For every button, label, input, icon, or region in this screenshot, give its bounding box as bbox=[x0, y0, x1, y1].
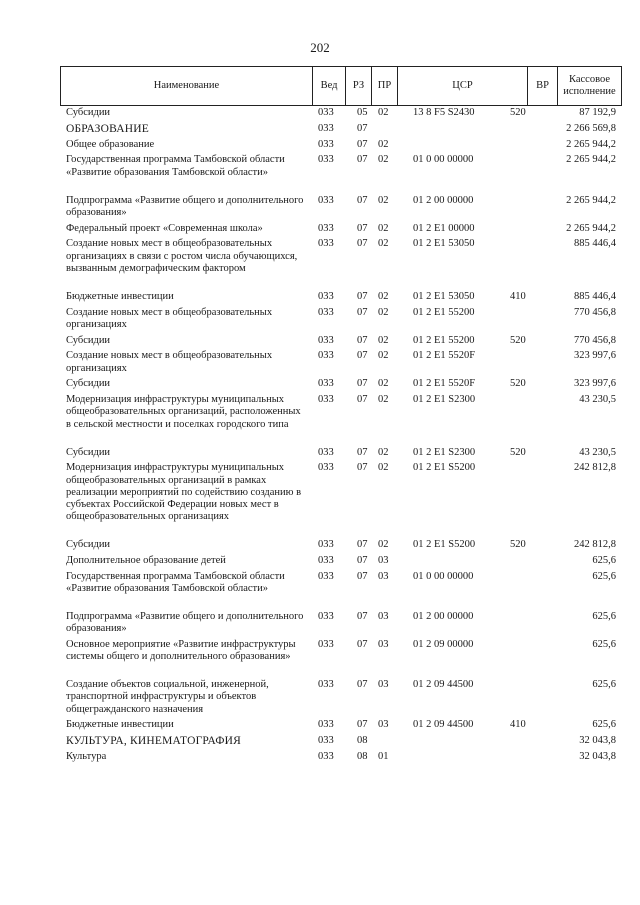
cell-ved: 033 bbox=[318, 610, 334, 622]
table-header bbox=[60, 66, 622, 106]
cell-csr: 01 2 09 00000 bbox=[413, 638, 474, 650]
table-row bbox=[60, 679, 622, 719]
cell-pr: 02 bbox=[378, 107, 389, 118]
cell-sum: 242 812,8 bbox=[574, 462, 616, 474]
cell-rz: 07 bbox=[357, 238, 368, 250]
cell-rz: 07 bbox=[357, 719, 368, 731]
cell-csr: 01 2 00 00000 bbox=[413, 610, 474, 622]
header-rz: РЗ bbox=[346, 67, 372, 105]
cell-sum: 87 192,9 bbox=[579, 107, 616, 118]
table-row bbox=[60, 350, 622, 378]
cell-rz: 07 bbox=[357, 462, 368, 474]
cell-name: Создание новых мест в общеобразовательных организациях в связи с ростом числа обучающихся, вызванным демографическим фактором bbox=[66, 238, 298, 274]
cell-sum: 625,6 bbox=[592, 570, 616, 582]
cell-csr: 01 2 E1 55200 bbox=[413, 306, 475, 318]
cell-rz: 07 bbox=[357, 334, 368, 346]
cell-sum: 43 230,5 bbox=[579, 446, 616, 458]
cell-rz: 07 bbox=[357, 138, 368, 150]
cell-ved: 033 bbox=[318, 107, 334, 118]
cell-vr: 410 bbox=[510, 719, 526, 731]
cell-sum: 770 456,8 bbox=[574, 334, 616, 346]
cell-ved: 033 bbox=[318, 154, 334, 166]
cell-ved: 033 bbox=[318, 138, 334, 150]
table-row bbox=[60, 462, 622, 539]
cell-rz: 07 bbox=[357, 554, 368, 566]
cell-sum: 625,6 bbox=[592, 719, 616, 731]
cell-pr: 02 bbox=[378, 394, 389, 406]
cell-vr: 520 bbox=[510, 334, 526, 346]
cell-rz: 07 bbox=[357, 122, 368, 134]
cell-pr: 02 bbox=[378, 138, 389, 150]
header-name: Наименование bbox=[61, 67, 313, 105]
cell-pr: 02 bbox=[378, 539, 389, 551]
cell-pr: 02 bbox=[378, 306, 389, 318]
cell-ved: 033 bbox=[318, 570, 334, 582]
cell-name: Субсидии bbox=[66, 446, 111, 458]
cell-sum: 2 266 569,8 bbox=[566, 122, 616, 134]
cell-ved: 033 bbox=[318, 394, 334, 406]
cell-ved: 033 bbox=[318, 446, 334, 458]
cell-name: Создание новых мест в общеобразовательных организациях bbox=[66, 306, 273, 330]
cell-sum: 625,6 bbox=[592, 610, 616, 622]
cell-csr: 01 2 E1 55200 bbox=[413, 334, 475, 346]
table-row bbox=[60, 238, 622, 290]
cell-ved: 033 bbox=[318, 462, 334, 474]
table-body bbox=[60, 107, 622, 767]
cell-pr: 02 bbox=[378, 378, 389, 390]
cell-rz: 08 bbox=[357, 750, 368, 762]
cell-pr: 02 bbox=[378, 462, 389, 474]
cell-rz: 07 bbox=[357, 350, 368, 362]
header-sum: Кассовое исполнение bbox=[563, 73, 616, 97]
cell-pr: 02 bbox=[378, 446, 389, 458]
cell-sum: 2 265 944,2 bbox=[566, 194, 616, 206]
cell-sum: 323 997,6 bbox=[574, 378, 616, 390]
cell-pr: 02 bbox=[378, 290, 389, 302]
cell-sum: 32 043,8 bbox=[579, 735, 616, 747]
cell-ved: 033 bbox=[318, 334, 334, 346]
cell-rz: 07 bbox=[357, 679, 368, 691]
table-row bbox=[60, 291, 622, 307]
cell-ved: 033 bbox=[318, 194, 334, 206]
cell-csr: 01 2 E1 5520F bbox=[413, 378, 476, 390]
table-row bbox=[60, 195, 622, 223]
cell-name: Бюджетные инвестиции bbox=[66, 719, 174, 731]
cell-name: Государственная программа Тамбовской области «Развитие образования Тамбовской области» bbox=[66, 570, 285, 594]
cell-name: Федеральный проект «Современная школа» bbox=[66, 222, 263, 234]
cell-ved: 033 bbox=[318, 719, 334, 731]
cell-sum: 885 446,4 bbox=[574, 238, 616, 250]
cell-ved: 033 bbox=[318, 378, 334, 390]
cell-name: Подпрограмма «Развитие общего и дополнительного образования» bbox=[66, 610, 304, 635]
cell-name: Государственная программа Тамбовской области «Развитие образования Тамбовской области» bbox=[66, 154, 285, 178]
cell-csr: 01 0 00 00000 bbox=[413, 154, 474, 166]
table-row bbox=[60, 539, 622, 555]
cell-name: Субсидии bbox=[66, 334, 111, 346]
cell-pr: 03 bbox=[378, 679, 389, 691]
table-row bbox=[60, 335, 622, 351]
cell-csr: 01 2 E1 S5200 bbox=[413, 462, 476, 474]
cell-name: ОБРАЗОВАНИЕ bbox=[66, 122, 150, 135]
table-row bbox=[60, 139, 622, 155]
cell-sum: 770 456,8 bbox=[574, 306, 616, 318]
cell-sum: 625,6 bbox=[592, 638, 616, 650]
cell-pr: 02 bbox=[378, 238, 389, 250]
cell-rz: 07 bbox=[357, 539, 368, 551]
cell-name: Создание новых мест в общеобразовательных организациях bbox=[66, 350, 273, 374]
cell-pr: 03 bbox=[378, 570, 389, 582]
cell-csr: 13 8 F5 S2430 bbox=[413, 107, 475, 118]
cell-ved: 033 bbox=[318, 554, 334, 566]
cell-sum: 2 265 944,2 bbox=[566, 154, 616, 166]
cell-sum: 2 265 944,2 bbox=[566, 138, 616, 150]
cell-rz: 07 bbox=[357, 446, 368, 458]
cell-csr: 01 2 09 44500 bbox=[413, 719, 474, 731]
cell-csr: 01 2 E1 5520F bbox=[413, 350, 476, 362]
cell-pr: 03 bbox=[378, 638, 389, 650]
cell-csr: 01 2 E1 S2300 bbox=[413, 446, 476, 458]
cell-sum: 43 230,5 bbox=[579, 394, 616, 406]
cell-csr: 01 2 E1 S5200 bbox=[413, 539, 476, 551]
cell-sum: 625,6 bbox=[592, 554, 616, 566]
header-csr: ЦСР bbox=[398, 67, 528, 105]
cell-rz: 07 bbox=[357, 194, 368, 206]
cell-sum: 625,6 bbox=[592, 679, 616, 691]
cell-sum: 885 446,4 bbox=[574, 290, 616, 302]
cell-pr: 03 bbox=[378, 719, 389, 731]
table-row bbox=[60, 571, 622, 611]
table-row bbox=[60, 447, 622, 463]
cell-vr: 410 bbox=[510, 290, 526, 302]
cell-vr: 520 bbox=[510, 539, 526, 551]
cell-vr: 520 bbox=[510, 446, 526, 458]
cell-csr: 01 2 09 44500 bbox=[413, 679, 474, 691]
cell-name: Основное мероприятие «Развитие инфраструктуры системы общего и дополнительного образования» bbox=[66, 638, 296, 663]
table-row bbox=[60, 394, 622, 446]
table-row bbox=[60, 123, 622, 139]
cell-csr: 01 2 00 00000 bbox=[413, 194, 474, 206]
table-row bbox=[60, 719, 622, 735]
cell-pr: 02 bbox=[378, 334, 389, 346]
cell-pr: 02 bbox=[378, 154, 389, 166]
table-row bbox=[60, 611, 622, 639]
cell-ved: 033 bbox=[318, 238, 334, 250]
cell-pr: 03 bbox=[378, 554, 389, 566]
cell-ved: 033 bbox=[318, 735, 334, 747]
cell-sum: 242 812,8 bbox=[574, 539, 616, 551]
cell-name: КУЛЬТУРА, КИНЕМАТОГРАФИЯ bbox=[66, 735, 241, 748]
cell-rz: 07 bbox=[357, 610, 368, 622]
cell-sum: 2 265 944,2 bbox=[566, 222, 616, 234]
header-pr: ПР bbox=[372, 67, 398, 105]
cell-name: Бюджетные инвестиции bbox=[66, 290, 174, 302]
cell-name: Культура bbox=[66, 750, 107, 762]
table-row bbox=[60, 154, 622, 194]
cell-ved: 033 bbox=[318, 539, 334, 551]
table-row bbox=[60, 378, 622, 394]
cell-vr: 520 bbox=[510, 378, 526, 390]
cell-csr: 01 2 E1 00000 bbox=[413, 222, 475, 234]
table-row bbox=[60, 107, 622, 123]
cell-ved: 033 bbox=[318, 638, 334, 650]
cell-pr: 02 bbox=[378, 194, 389, 206]
cell-ved: 033 bbox=[318, 750, 334, 762]
cell-name: Создание объектов социальной, инженерной, транспортной инфраструктуры и объектов общегражданского назначения bbox=[66, 679, 269, 715]
cell-rz: 07 bbox=[357, 378, 368, 390]
cell-pr: 01 bbox=[378, 750, 389, 762]
cell-rz: 08 bbox=[357, 735, 368, 747]
cell-rz: 07 bbox=[357, 570, 368, 582]
cell-rz: 05 bbox=[357, 107, 368, 118]
cell-name: Субсидии bbox=[66, 378, 111, 390]
cell-pr: 03 bbox=[378, 610, 389, 622]
cell-sum: 32 043,8 bbox=[579, 750, 616, 762]
page-number: 202 bbox=[310, 40, 330, 55]
cell-ved: 033 bbox=[318, 679, 334, 691]
table-row bbox=[60, 307, 622, 335]
table-row bbox=[60, 639, 622, 679]
header-vr: ВР bbox=[528, 67, 558, 105]
cell-ved: 033 bbox=[318, 122, 334, 134]
cell-name: Субсидии bbox=[66, 107, 111, 118]
table-row bbox=[60, 223, 622, 239]
cell-name: Модернизация инфраструктуры муниципальных общеобразовательных организаций в рамках реализации мероприятий по содействию созданию в субъектах Российской Федерации новых мест в общеобразовательных организациях bbox=[66, 462, 302, 523]
cell-rz: 07 bbox=[357, 154, 368, 166]
cell-rz: 07 bbox=[357, 306, 368, 318]
cell-name: Дополнительное образование детей bbox=[66, 554, 226, 566]
cell-pr: 02 bbox=[378, 222, 389, 234]
cell-ved: 033 bbox=[318, 350, 334, 362]
cell-name: Субсидии bbox=[66, 539, 111, 551]
cell-ved: 033 bbox=[318, 306, 334, 318]
cell-ved: 033 bbox=[318, 290, 334, 302]
cell-sum: 323 997,6 bbox=[574, 350, 616, 362]
cell-rz: 07 bbox=[357, 222, 368, 234]
cell-csr: 01 0 00 00000 bbox=[413, 570, 474, 582]
table-row bbox=[60, 735, 622, 751]
cell-ved: 033 bbox=[318, 222, 334, 234]
header-ved: Вед bbox=[313, 67, 346, 105]
cell-pr: 02 bbox=[378, 350, 389, 362]
cell-name: Подпрограмма «Развитие общего и дополнительного образования» bbox=[66, 194, 304, 218]
cell-csr: 01 2 E1 53050 bbox=[413, 290, 475, 302]
table-row bbox=[60, 555, 622, 571]
cell-rz: 07 bbox=[357, 638, 368, 650]
table-row bbox=[60, 751, 622, 767]
cell-rz: 07 bbox=[357, 290, 368, 302]
cell-csr: 01 2 E1 S2300 bbox=[413, 394, 476, 406]
cell-vr: 520 bbox=[510, 107, 526, 118]
cell-csr: 01 2 E1 53050 bbox=[413, 238, 475, 250]
cell-rz: 07 bbox=[357, 394, 368, 406]
cell-name: Модернизация инфраструктуры муниципальных общеобразовательных организаций, расположенных в сельской местности и поселках городского типа bbox=[66, 394, 301, 430]
cell-name: Общее образование bbox=[66, 138, 155, 150]
